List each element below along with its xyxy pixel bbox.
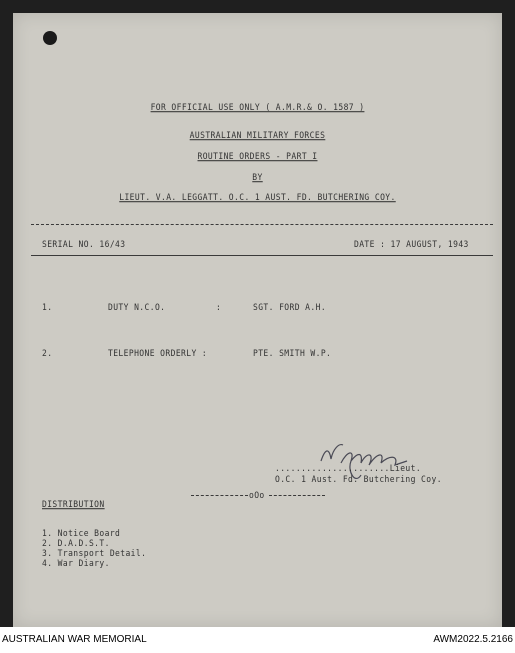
top-rule	[31, 224, 493, 225]
archive-name: AUSTRALIAN WAR MEMORIAL	[2, 634, 147, 645]
item-name: PTE. SMITH W.P.	[253, 348, 332, 359]
force-heading: AUSTRALIAN MILITARY FORCES	[189, 130, 326, 141]
serial-number: SERIAL NO. 16/43	[42, 239, 126, 250]
orders-heading: ROUTINE ORDERS - PART I	[197, 151, 318, 162]
item-separator: :	[216, 302, 222, 313]
item-title: TELEPHONE ORDERLY :	[108, 348, 208, 359]
punch-hole	[43, 31, 57, 45]
archive-footer	[0, 627, 515, 653]
signature-unit: O.C. 1 Aust. Fd. Butchering Coy.	[275, 474, 442, 485]
separator-mark: oOo	[249, 490, 265, 501]
distribution-entry: 4. War Diary.	[42, 558, 110, 569]
item-name: SGT. FORD A.H.	[253, 302, 327, 313]
signature-rank: ......................Lieut.	[275, 463, 422, 474]
distribution-entry: 2. D.A.D.S.T.	[42, 538, 110, 549]
order-date: DATE : 17 AUGUST, 1943	[354, 239, 469, 250]
by-line: BY	[252, 172, 263, 183]
officer-line: LIEUT. V.A. LEGGATT. O.C. 1 AUST. FD. BUTCHERING COY.	[119, 192, 396, 203]
separator-line-right	[269, 495, 325, 496]
distribution-entry: 3. Transport Detail.	[42, 548, 147, 559]
separator-line-left	[191, 495, 248, 496]
document-page	[13, 13, 502, 627]
item-number: 1.	[42, 302, 53, 313]
distribution-entry: 1. Notice Board	[42, 528, 121, 539]
classification-line: FOR OFFICIAL USE ONLY ( A.M.R.& O. 1587 )	[150, 102, 365, 113]
distribution-heading: DISTRIBUTION	[42, 499, 105, 510]
item-number: 2.	[42, 348, 53, 359]
serial-rule	[31, 255, 493, 256]
archive-reference: AWM2022.5.2166	[433, 634, 513, 645]
item-title: DUTY N.C.O.	[108, 302, 166, 313]
